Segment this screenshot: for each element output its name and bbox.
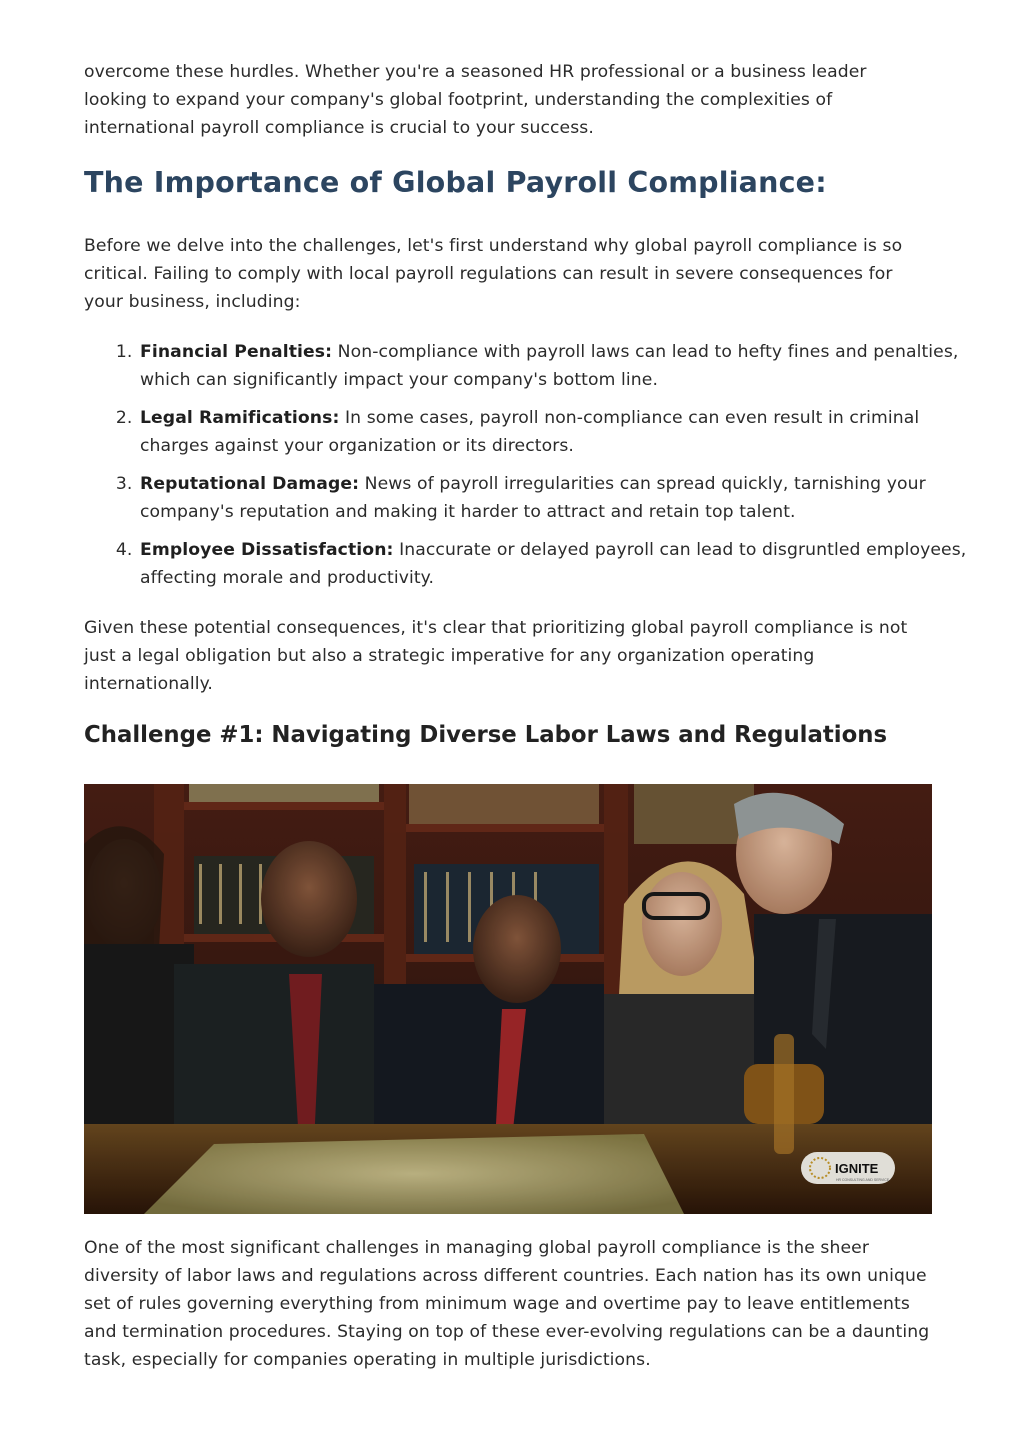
consequences-list <box>84 338 988 602</box>
logo-tagline: HR CONSULTING AND SERVICE <box>836 1178 890 1182</box>
list-item-term: Legal Ramifications: <box>140 408 340 428</box>
list-item <box>138 338 988 394</box>
conclusion-paragraph: Given these potential consequences, it's clear that prioritizing global payroll compliance is not just a legal obligation but also a strategic imperative for any organization operating internationally. <box>84 618 908 694</box>
logo-text: IGNITE <box>835 1161 879 1176</box>
list-item-term: Reputational Damage: <box>140 474 360 494</box>
list-item <box>138 536 988 592</box>
intro-paragraph: overcome these hurdles. Whether you're a seasoned HR professional or a business leader looking to expand your company's global footprint, understanding the complexities of international payroll compliance is crucial to your success. <box>84 62 867 138</box>
list-item <box>138 404 988 460</box>
list-item-term: Financial Penalties: <box>140 342 333 362</box>
challenge-heading: Challenge #1: Navigating Diverse Labor Laws and Regulations <box>84 722 888 748</box>
list-item-text: News of payroll irregularities can spread quickly, tarnishing your company's reputation and making it harder to attract and retain top talent. <box>140 474 926 522</box>
section-heading: The Importance of Global Payroll Compliance: <box>84 166 827 199</box>
list-item-term: Employee Dissatisfaction: <box>140 540 394 560</box>
importance-paragraph: Before we delve into the challenges, let's first understand why global payroll compliance is so critical. Failing to comply with local payroll regulations can result in severe consequences for your business, including: <box>84 236 903 312</box>
list-item-text: Non-compliance with payroll laws can lead to hefty fines and penalties, which can significantly impact your company's bottom line. <box>140 342 959 390</box>
list-item <box>138 470 988 526</box>
list-item-text: Inaccurate or delayed payroll can lead to disgruntled employees, affecting morale and productivity. <box>140 540 967 588</box>
meeting-photo <box>84 784 932 1214</box>
list-item-text: In some cases, payroll non-compliance can even result in criminal charges against your organization or its directors. <box>140 408 920 456</box>
challenge-paragraph: One of the most significant challenges in managing global payroll compliance is the sheer diversity of labor laws and regulations across different countries. Each nation has its own unique set of rules governing everything from minimum wage and overtime pay to leave entitlements and termination procedures. Staying on top of these ever-evolving regulations can be a daunting task, especially for companies operating in multiple jurisdictions. <box>84 1238 930 1370</box>
